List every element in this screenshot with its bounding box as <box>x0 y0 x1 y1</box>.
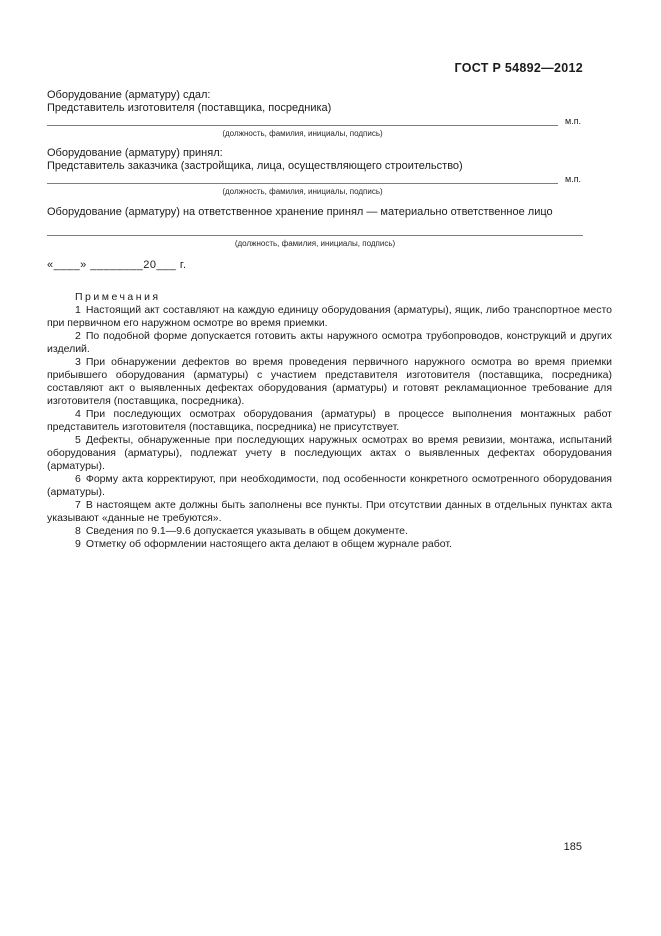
note-number: 3 <box>75 356 81 368</box>
page-content <box>47 89 612 551</box>
note-text: Отметку об оформлении настоящего акта делают в общем журнале работ. <box>85 538 452 550</box>
note-number: 6 <box>75 473 81 485</box>
note-number: 5 <box>75 434 81 446</box>
note-number: 4 <box>75 408 81 420</box>
block-title: Оборудование (арматуру) на ответственное хранение принял — материально ответственное лицо <box>47 206 553 218</box>
note-text: Дефекты, обнаруженные при последующих наружных осмотрах во время ревизии, монтажа, испытаний оборудования (арматуры), подлежат учету в последующих актах о выявленных дефектах оборудования (арматуры). <box>47 434 612 472</box>
block-title: Оборудование (арматуру) сдал: <box>47 89 211 101</box>
block-role: Представитель изготовителя (поставщика, посредника) <box>47 102 332 114</box>
note-text: В настоящем акте должны быть заполнены все пункты. При отсутствии данных в отдельных пунктах акта указывают «данные не требуются». <box>47 499 612 524</box>
note-number: 9 <box>75 538 81 550</box>
note-number: 8 <box>75 525 81 537</box>
note-text: Сведения по 9.1—9.6 допускается указывать в общем документе. <box>85 525 408 537</box>
note-item <box>47 538 612 551</box>
signature-caption: (должность, фамилия, инициалы, подпись) <box>222 187 383 196</box>
note-item <box>47 473 612 499</box>
note-text: При последующих осмотрах оборудования (арматуры) в процессе выполнения монтажных работ представитель изготовителя (поставщика, посредника) не присутствует. <box>47 408 612 433</box>
note-text: Форму акта корректируют, при необходимости, под особенности конкретного осмотренного оборудования (арматуры). <box>47 473 612 498</box>
note-item <box>47 356 612 408</box>
signature-line <box>47 228 583 236</box>
note-number: 7 <box>75 499 81 511</box>
note-item <box>47 499 612 525</box>
signature-line <box>47 118 558 126</box>
note-number: 1 <box>75 304 81 316</box>
note-text: При обнаружении дефектов во время проведения первичного наружного осмотра во время приемки прибывшего оборудования (арматуры) с участием представителя изготовителя (поставщика, посредника) составляют акт о выявленных дефектах оборудования (арматуры) и готовят рекламационное требование для изготовителя (поставщика, посредника). <box>47 356 612 407</box>
note-item <box>47 304 612 330</box>
note-item <box>47 330 612 356</box>
notes-section <box>47 291 612 551</box>
date-blank-line: «____» ________20___ г. <box>47 259 187 271</box>
note-item <box>47 525 612 538</box>
sig-block-accepted <box>47 147 612 196</box>
sig-block-handed-over <box>47 89 612 138</box>
note-item <box>47 408 612 434</box>
block-role: Представитель заказчика (застройщика, лица, осуществляющего строительство) <box>47 160 463 172</box>
signature-caption: (должность, фамилия, инициалы, подпись) <box>222 129 383 138</box>
signature-caption: (должность, фамилия, инициалы, подпись) <box>234 239 396 248</box>
sig-block-safekeeping <box>47 206 612 248</box>
note-number: 2 <box>75 330 81 342</box>
notes-title: Примечания <box>75 291 161 303</box>
signature-line <box>47 176 558 184</box>
note-text: По подобной форме допускается готовить акты наружного осмотра трубопроводов, конструкций и других изделий. <box>47 330 612 355</box>
stamp-place-label: м.п. <box>565 116 582 126</box>
gost-code-header: ГОСТ Р 54892—2012 <box>454 61 583 75</box>
note-item <box>47 434 612 473</box>
block-title: Оборудование (арматуру) принял: <box>47 147 223 159</box>
page-number: 185 <box>563 841 582 853</box>
note-text: Настоящий акт составляют на каждую единицу оборудования (арматуры), ящик, либо транспортное место при первичном его наружном осмотре во время приемки. <box>47 304 612 329</box>
stamp-place-label: м.п. <box>565 174 582 184</box>
